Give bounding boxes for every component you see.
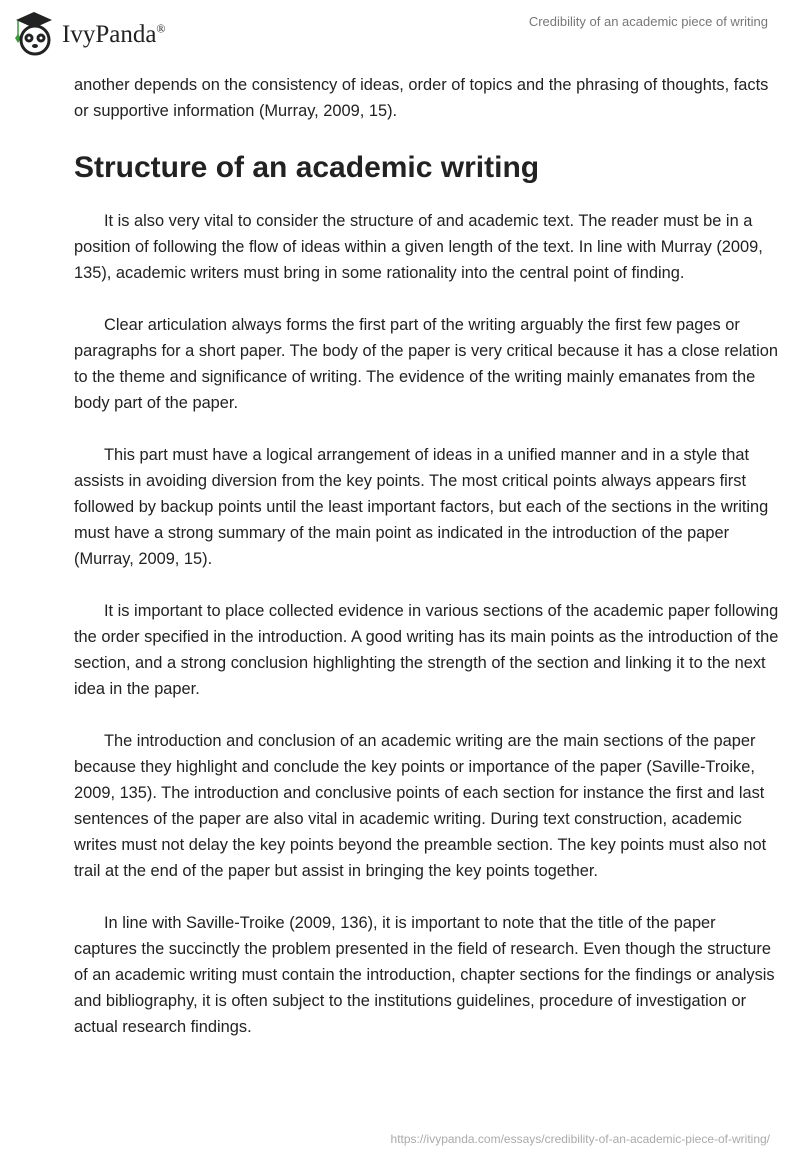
panda-graduate-icon [12,8,56,56]
paragraph: Clear articulation always forms the first part of the writing arguably the first few pages or paragraphs for a short paper. The body of the paper is very critical because it has a close relation to the theme and significance of writing. The evidence of the writing mainly emanates from the body part of the paper. [74,316,778,412]
paragraph: The introduction and conclusion of an academic writing are the main sections of the paper because they highlight and conclude the key points or importance of the paper (Saville-Troike, 2009, 135). The introduction and conclusive points of each section for instance the first and last sentences of the paper are also vital in academic writing. During text construction, academic writes must not delay the key points beyond the preamble section. The key points must also not trail at the end of the paper but assist in bringing the key points together. [74,732,767,880]
registered-mark: ® [156,21,166,36]
paragraph: In line with Saville-Troike (2009, 136), it is important to note that the title of the paper captures the succinctly the problem presented in the field of research. Even though the structure of an academic writing must contain the introduction, chapter sections for the findings or analysis and bibliography, it is often subject to the institutions guidelines, procedure of investigation or actual research findings. [74,914,775,1036]
document-title: Credibility of an academic piece of writing [528,14,768,29]
paragraph: This part must have a logical arrangement of ideas in a unified manner and in a style that assists in avoiding diversion from the key points. The most critical points always appears first followed by backup points until the least important factors, but each of the sections in the writing must have a strong summary of the main point as indicated in the introduction of the paper (Murray, 2009, 15). [74,446,769,568]
lead-paragraph: another depends on the consistency of ideas, order of topics and the phrasing of thoughts, facts or supportive information (Murray, 2009, 15). [74,76,769,120]
paragraph: It is important to place collected evidence in various sections of the academic paper following the order specified in the introduction. A good writing has its main points as the introduction of the section, and a strong conclusion highlighting the strength of the section and linking it to the next idea in the paper. [74,602,779,698]
source-url[interactable]: https://ivypanda.com/essays/credibility-of-an-academic-piece-of-writing/ [390,1132,770,1146]
essay-content [74,72,780,1066]
logo-text: IvyPanda [62,21,157,48]
paragraph: It is also very vital to consider the structure of and academic text. The reader must be in a position of following the flow of ideas within a given length of the text. In line with Murray (2009, 135), academic writers must bring in some rationality into the central point of finding. [74,212,763,282]
page-header [0,0,800,60]
section-heading: Structure of an academic writing [74,151,540,184]
ivypanda-logo[interactable] [12,8,166,56]
